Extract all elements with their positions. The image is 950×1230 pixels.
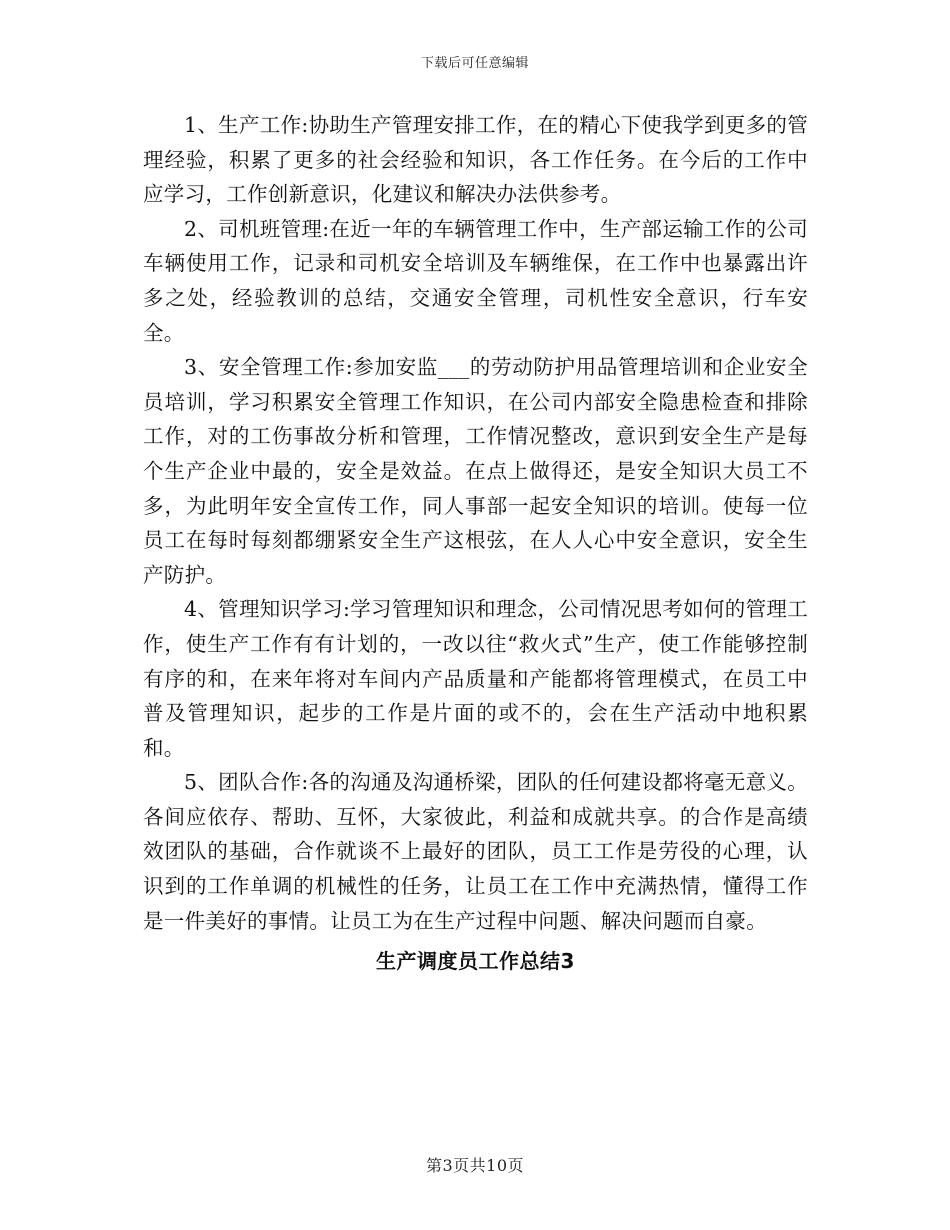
paragraph-driver-team: 2、司机班管理:在近一年的车辆管理工作中，生产部运输工作的公司车辆使用工作，记录和司机安全培训及车辆维保，在工作中也暴露出许多之处，经验教训的总结，交通安全管理，司机性安全意识，行车安全。: [143, 216, 808, 345]
paragraph-teamwork: 5、团队合作:各的沟通及沟通桥梁，团队的任何建设都将毫无意义。各间应依存、帮助、互怀，大家彼此，利益和成就共享。的合作是高绩效团队的基础，合作就谈不上最好的团队，员工工作是劳役的心理，认识到的工作单调的机械性的任务，让员工在工作中充满热情，懂得工作是一件美好的事情。让员工为在生产过程中问题、解决问题而自豪。: [143, 770, 808, 933]
page-number: 第3页共10页: [425, 1156, 525, 1175]
header-note: 下载后可任意编辑: [420, 56, 529, 71]
paragraph-management-learning: 4、管理知识学习:学习管理知识和理念，公司情况思考如何的管理工作，使生产工作有有计划的，一改以往“救火式”生产，使工作能够控制有序的和，在来年将对车间内产品质量和产能都将管理模式，在员工中普及管理知识，起步的工作是片面的或不的，会在生产活动中地积累和。: [143, 597, 808, 760]
paragraph-production-work: 1、生产工作:协助生产管理安排工作，在的精心下使我学到更多的管理经验，积累了更多的社会经验和知识，各工作任务。在今后的工作中应学习，工作创新意识，化建议和解决办法供参考。: [143, 113, 808, 207]
section-title: 生产调度员工作总结3: [376, 949, 575, 974]
paragraph-safety-management: 3、安全管理工作:参加安监___的劳动防护用品管理培训和企业安全员培训，学习积累安全管理工作知识，在公司内部安全隐患检查和排除工作，对的工伤事故分析和管理，工作情况整改，意识到安全生产是每个生产企业中最的，安全是效益。在点上做得还，是安全知识大员工不多，为此明年安全宣传工作，同人事部一起安全知识的培训。使每一位员工在每时每刻都绷紧安全生产这根弦，在人人心中安全意识，安全生产防护。: [143, 355, 808, 587]
document-body: [143, 108, 808, 978]
